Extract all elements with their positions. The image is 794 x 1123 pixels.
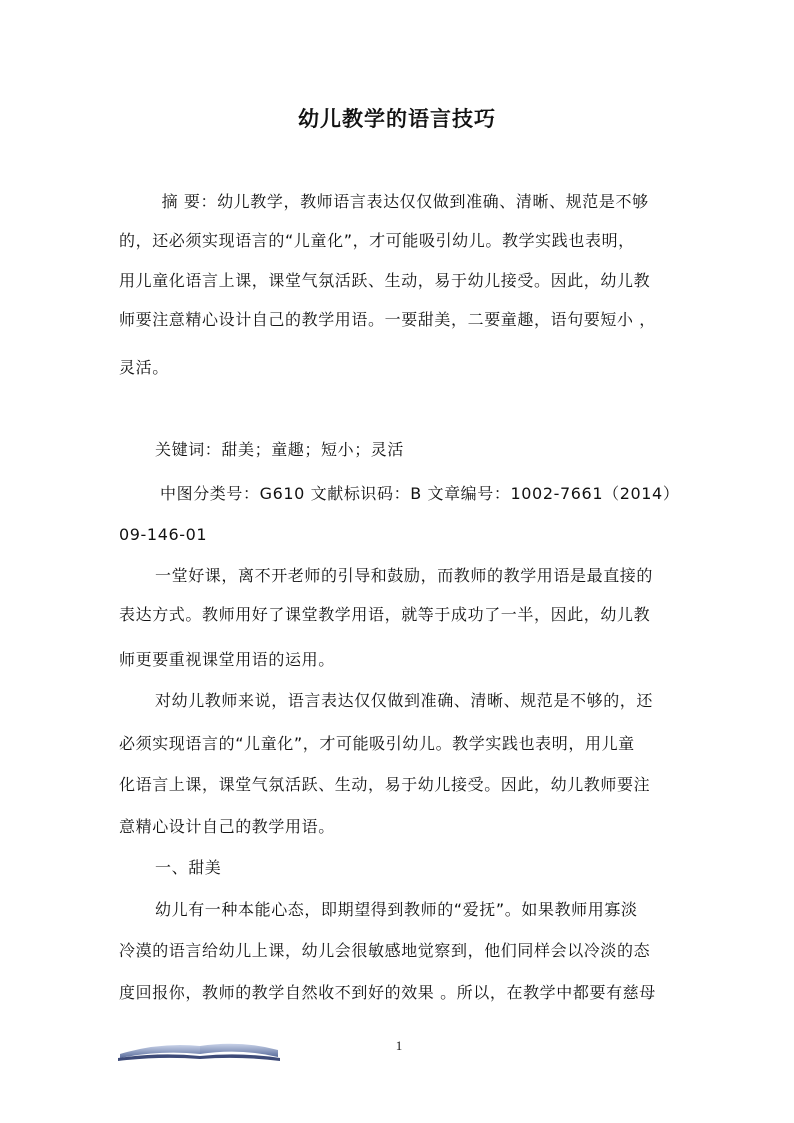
abstract-line: 用儿童化语言上课，课堂气氛活跃、生动，易于幼儿接受。因此，幼儿教: [119, 271, 651, 290]
abstract-line: 摘 要：幼儿教学，教师语言表达仅仅做到准确、清晰、规范是不够: [145, 192, 649, 211]
section-heading: 一、甜美: [155, 858, 222, 877]
abstract-line: 的，还必须实现语言的“儿童化”，才可能吸引幼儿。教学实践也表明，: [119, 231, 635, 250]
paragraph-line: 师更要重视课堂用语的运用。: [119, 650, 335, 669]
keywords-line: 关键词：甜美；童趣；短小；灵活: [155, 440, 405, 459]
paragraph-line: 一堂好课，离不开老师的引导和鼓励，而教师的教学用语是最直接的: [155, 566, 654, 585]
paragraph-line: 意精心设计自己的教学用语。: [119, 817, 335, 836]
classification-line: 中图分类号：G610 文献标识码：B 文章编号：1002-7661（2014）: [160, 484, 680, 503]
paragraph-line: 化语言上课，课堂气氛活跃、生动，易于幼儿接受。因此，幼儿教师要注: [119, 775, 651, 794]
paragraph-line: 必须实现语言的“儿童化”，才可能吸引幼儿。教学实践也表明，用儿童: [119, 734, 635, 753]
page-number: 1: [395, 1038, 403, 1053]
classification-line: 09-146-01: [119, 525, 208, 544]
page-title: 幼儿教学的语言技巧: [298, 107, 496, 131]
paragraph-line: 表达方式。教师用好了课堂教学用语，就等于成功了一半，因此，幼儿教: [119, 605, 651, 624]
paragraph-line: 对幼儿教师来说，语言表达仅仅做到准确、清晰、规范是不够的，还: [155, 691, 654, 710]
abstract-line: 师要注意精心设计自己的教学用语。一要甜美，二要童趣，语句要短小 ，: [119, 310, 656, 329]
paragraph-line: 冷漠的语言给幼儿上课，幼儿会很敏感地觉察到，他们同样会以冷淡的态: [119, 941, 651, 960]
abstract-line: 灵活。: [119, 358, 169, 377]
paragraph-line: 度回报你，教师的教学自然收不到好的效果 。所以，在教学中都要有慈母: [119, 983, 656, 1002]
paragraph-line: 幼儿有一种本能心态，即期望得到教师的“爱抚”。如果教师用寡淡: [155, 900, 638, 919]
